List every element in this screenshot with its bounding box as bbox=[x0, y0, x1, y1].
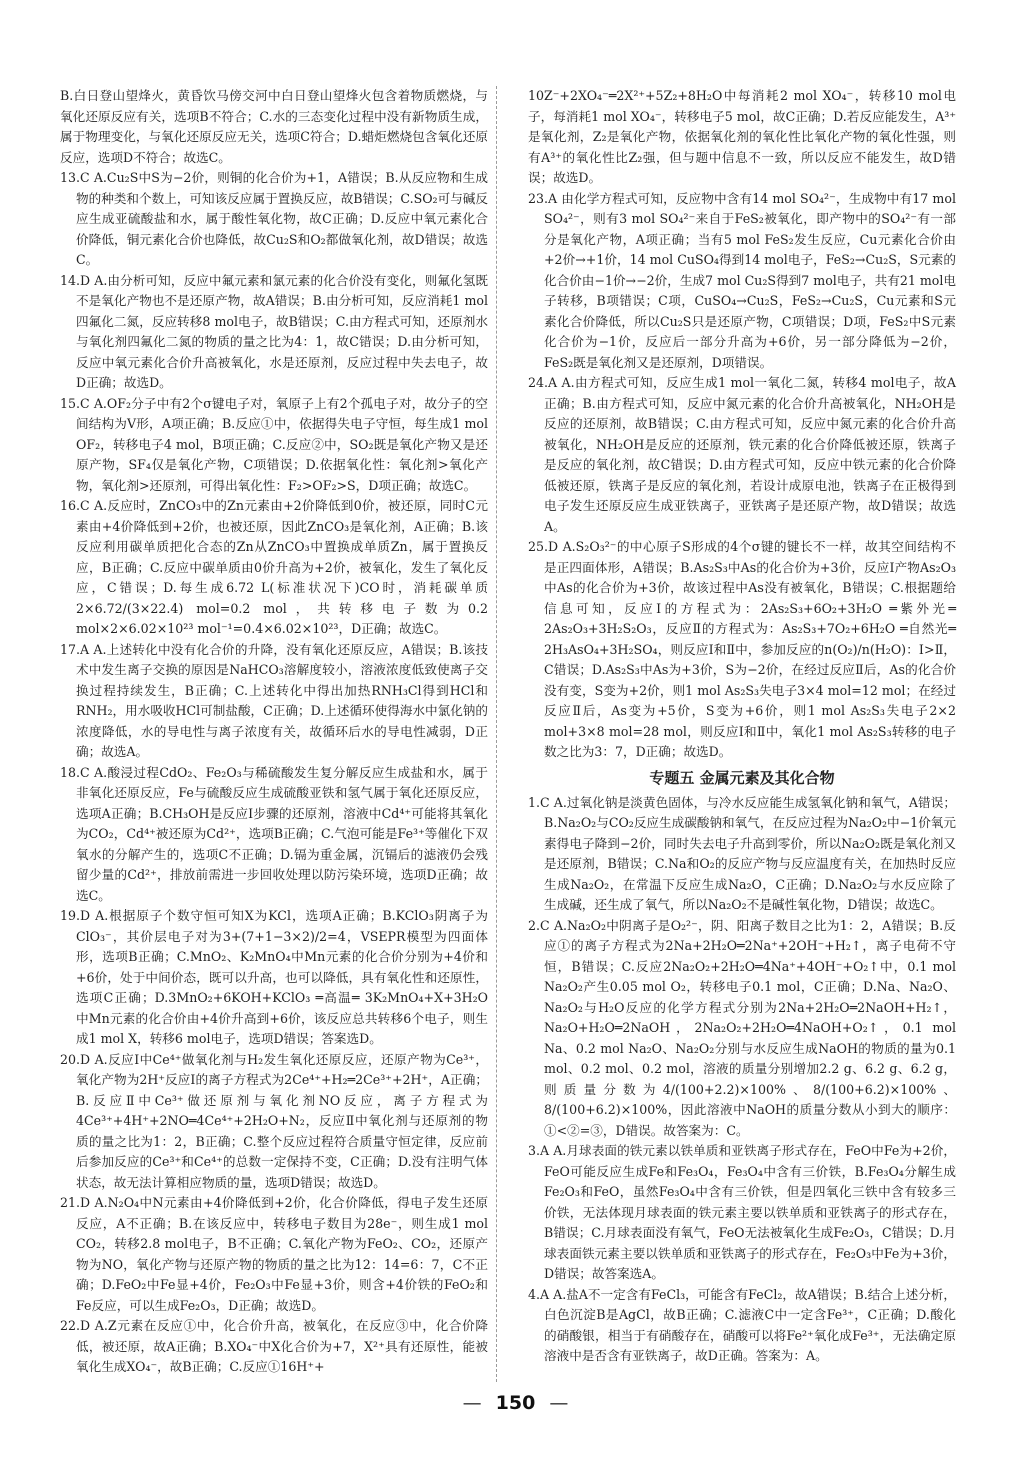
right-paragraph: 4.A A.盐A不一定含有FeCl₃，可能含有FeCl₂，故A错误；B.结合上述分析，白色沉淀B是AgCl，故B正确；C.滤液C中一定含Fe³⁺，C正确；D.酸化的硝酸银，相当于有硝酸存在，硝酸可以将Fe²⁺氧化成Fe³⁺，无法确定原溶液中是否含有亚铁离子，故D正确。答案为：A。 bbox=[528, 1286, 956, 1363]
right-column bbox=[528, 86, 956, 1367]
right-paragraph: 3.A A.月球表面的铁元素以铁单质和亚铁离子形式存在，FeO中Fe为+2价，FeO可能反应生成Fe和Fe₃O₄，Fe₃O₄中含有三价铁，B.Fe₃O₄分解生成Fe₂O₃和FeO，虽然Fe₃O₄中含有三价铁，但是四氧化三铁中含有较多三价铁，无法体现月球表面的铁元素主要以铁单质和亚铁离子的形式存在，B错误；C.月球表面没有氧气，FeO无法被氧化生成Fe₂O₃，C错误；D.月球表面铁元素主要以铁单质和亚铁离子的形式存在，Fe₂O₃中Fe为+3价，D错误；故答案选A。 bbox=[528, 1143, 956, 1281]
left-paragraph: 22.D A.Z元素在反应①中，化合价升高，被氧化，在反应③中，化合价降低，被还原，故A正确；B.XO₄⁻中X化合价为+7，X²⁺具有还原性，能被氧化生成XO₄⁻，故B正确；C.反应①16H⁺+ bbox=[60, 1318, 488, 1374]
left-paragraph: 13.C A.Cu₂S中S为−2价，则铜的化合价为+1，A错误；B.从反应物和生成物的种类和个数上，可知该反应属于置换反应，故B错误；C.SO₂可与碱反应生成亚硫酸盐和水，属于酸性氧化物，故C正确；D.反应中氧元素化合价降低，铜元素化合价也降低，故Cu₂S和O₂都做氧化剂，故D错误；故选C。 bbox=[60, 170, 488, 267]
left-paragraph: 19.D A.根据原子个数守恒可知X为KCl，选项A正确；B.KClO₃阴离子为ClO₃⁻，其价层电子对为3+(7+1−3×2)/2=4，VSEPR模型为四面体形，选项B正确；C.MnO₂、K₂MnO₄中Mn元素的化合价分别为+4价和+6价，处于中间价态，既可以升高，也可以降低，具有氧化性和还原性，选项C正确；D.3MnO₂+6KOH+KClO₃ ═高温═ 3K₂MnO₄+X+3H₂O中Mn元素的化合价由+4价升高到+6价，该反应总共转移6个电子，则生成1 mol X，转移6 mol电子，选项D错误；答案选D。 bbox=[60, 908, 488, 1046]
right-paragraph: 23.A 由化学方程式可知，反应物中含有14 mol SO₄²⁻，生成物中有17 mol SO₄²⁻，则有3 mol SO₄²⁻来自于FeS₂被氧化，即产物中的SO₄²⁻有一部分是氧化产物，A项正确；当有5 mol FeS₂发生反应，Cu元素化合价由+2价→+1价，14 mol CuSO₄得到14 mol电子，FeS₂→Cu₂S，S元素的化合价由−1价→−2价，生成7 mol Cu₂S得到7 mol电子，共有21 mol电子转移，B项错误；C项，CuSO₄→Cu₂S，FeS₂→Cu₂S，Cu元素和S元素化合价降低，所以Cu₂S只是还原产物，C项错误；D项，FeS₂中S元素化合价为−1价，反应后一部分升高为+6价，另一部分降低为−2价，FeS₂既是氧化剂又是还原剂，D项错误。 bbox=[528, 190, 956, 370]
left-paragraph: 17.A A.上述转化中没有化合价的升降，没有氧化还原反应，A错误；B.该技术中发生离子交换的原因是NaHCO₃溶解度较小，溶液浓度低致使离子交换过程持续发生，B正确；C.上述转化中得出加热RNH₃Cl得到HCl和RNH₂，用水吸收HCl可制盐酸，C正确；D.上述循环使得海水中氯化钠的浓度降低，水的导电性与离子浓度有关，故循环后水的导电性减弱，D正确；故选A。 bbox=[60, 641, 488, 759]
left-paragraph: 21.D A.N₂O₄中N元素由+4价降低到+2价，化合价降低，得电子发生还原反应，A不正确；B.在该反应中，转移电子数目为28e⁻，则生成1 mol CO₂，转移2.8 mol电子，B不正确；C.氧化产物为FeO₂、CO₂，还原产物为NO，氧化产物与还原产物的物质的量之比为12：14=6：7，C不正确；D.FeO₂中Fe显+4价，Fe₂O₃中Fe显+3价，则含+4价铁的FeO₂和Fe反应，可以生成Fe₂O₃，D正确；故选D。 bbox=[60, 1195, 488, 1313]
right-paragraph: 25.D A.S₂O₃²⁻的中心原子S形成的4个σ键的键长不一样，故其空间结构不是正四面体形，A错误；B.As₂S₃中As的化合价为+3价，反应Ⅰ产物As₂O₃中As的化合价为+3价，故该过程中As没有被氧化，B错误；C.根据题给信息可知，反应Ⅰ的方程式为：2As₂S₃+6O₂+3H₂O ═紫外光═ 2As₂O₃+3H₂S₂O₃，反应Ⅱ的方程式为：As₂S₃+7O₂+6H₂O ═自然光═ 2H₃AsO₄+3H₂SO₄，则反应Ⅰ和Ⅱ中，参加反应的n(O₂)/n(H₂O)：Ⅰ>Ⅱ，C错误；D.As₂S₃中As为+3价，S为−2价，在经过反应Ⅱ后，As的化合价没有变，S变为+2价，则1 mol As₂S₃失电子3×4 mol=12 mol；在经过反应Ⅱ后，As变为+5价，S变为+6价，则1 mol As₂S₃失电子2×2 mol+3×8 mol=28 mol，则反应Ⅰ和Ⅱ中，氧化1 mol As₂S₃转移的电子数之比为3：7，D正确；故选D。 bbox=[528, 539, 956, 759]
left-paragraph: 15.C A.OF₂分子中有2个σ键电子对，氧原子上有2个孤电子对，故分子的空间结构为V形，A项正确；B.反应①中，依据得失电子守恒，每生成1 mol OF₂，转移电子4 mol，B项正确；C.反应②中，SO₂既是氧化产物又是还原产物，SF₄仅是氧化产物，C项错误；D.依据氧化性：氧化剂>氧化产物，氧化剂>还原剂，可得出氧化性：F₂>OF₂>S，D项正确；故选C。 bbox=[60, 395, 488, 493]
page-number-text: 150 bbox=[495, 1392, 536, 1414]
right-paragraph: 24.A A.由方程式可知，反应生成1 mol一氧化二氮，转移4 mol电子，故A正确；B.由方程式可知，反应中氮元素的化合价升高被氧化，NH₂OH是反应的还原剂，故B错误；C.由方程式可知，反应中氮元素的化合价升高被氧化，NH₂OH是反应的还原剂，铁元素的化合价降低被还原，铁离子是反应的氧化剂，故C错误；D.由方程式可知，反应中铁元素的化合价降低被还原，铁离子是反应的氧化剂，若设计成原电池，铁离子在正极得到电子发生还原反应生成亚铁离子，亚铁离子是还原产物，故D错误；故选A。 bbox=[528, 375, 956, 534]
page-number: — 150 — bbox=[462, 1392, 569, 1414]
column-divider bbox=[496, 86, 497, 1382]
section-title: 专题五 金属元素及其化合物 bbox=[649, 768, 835, 787]
right-paragraph: 1.C A.过氧化钠是淡黄色固体，与冷水反应能生成氢氧化钠和氧气，A错误；B.Na₂O₂与CO₂反应生成碳酸钠和氧气，在反应过程为Na₂O₂中−1价氧元素得电子降到−2价，同时失去电子升高到零价，所以Na₂O₂既是氧化剂又是还原剂，B错误；C.Na和O₂的反应产物与反应温度有关，在加热时反应生成Na₂O₂，在常温下反应生成Na₂O，C正确；D.Na₂O₂与水反应除了生成碱，还生成了氧气，所以Na₂O₂不是碱性氧化物，D错误；故选C。 bbox=[528, 794, 956, 912]
left-paragraph: 20.D A.反应Ⅰ中Ce⁴⁺做氧化剂与H₂发生氧化还原反应，还原产物为Ce³⁺，氧化产物为2H⁺反应Ⅰ的离子方程式为2Ce⁴⁺+H₂═2Ce³⁺+2H⁺，A正确；B.反应Ⅱ中Ce³⁺做还原剂与氧化剂NO反应，离子方程式为4Ce³⁺+4H⁺+2NO═4Ce⁴⁺+2H₂O+N₂，反应Ⅱ中氧化剂与还原剂的物质的量之比为1：2，B正确；C.整个反应过程符合质量守恒定律，反应前后参加反应的Ce³⁺和Ce⁴⁺的总数一定保持不变，C正确；D.没有注明气体状态，故无法计算相应物质的量，选项D错误；故选D。 bbox=[60, 1051, 488, 1190]
right-paragraph: 10Z⁻+2XO₄⁻═2X²⁺+5Z₂+8H₂O中每消耗2 mol XO₄⁻，转移10 mol电子，每消耗1 mol XO₄⁻，转移电子5 mol，故C正确；D.若反应能发生，A³⁺是氧化剂，Z₂是氧化产物，依据氧化剂的氧化性比氧化产物的氧化性强，则有A³⁺的氧化性比Z₂强，但与题中信息不一致，所以反应不能发生，故D错误；故选D。 bbox=[528, 88, 956, 185]
left-paragraph: B.白日登山望烽火，黄昏饮马傍交河中白日登山望烽火包含着物质燃烧，与氧化还原反应有关，选项B不符合；C.水的三态变化过程中没有新物质生成，属于物理变化，与氧化还原反应无关，选项C符合；D.蜡炬燃烧包含氧化还原反应，选项D不符合；故选C。 bbox=[60, 88, 488, 165]
right-paragraph: 2.C A.Na₂O₂中阴离子是O₂²⁻，阴、阳离子数目之比为1：2，A错误；B.反应①的离子方程式为2Na+2H₂O═2Na⁺+2OH⁻+H₂↑，离子电荷不守恒，B错误；C.反应2Na₂O₂+2H₂O═4Na⁺+4OH⁻+O₂↑中，0.1 mol Na₂O₂产生0.05 mol O₂，转移电子0.1 mol，C正确；D.Na、Na₂O、Na₂O₂与H₂O反应的化学方程式分别为2Na+2H₂O═2NaOH+H₂↑，Na₂O+H₂O═2NaOH，2Na₂O₂+2H₂O═4NaOH+O₂↑，0.1 mol Na、0.2 mol Na₂O、Na₂O₂分别与水反应生成NaOH的物质的量为0.1 mol、0.2 mol、0.2 mol，溶液的质量分别增加2.2 g、6.2 g、6.2 g，则质量分数为4/(100+2.2)×100%、8/(100+6.2)×100%、8/(100+6.2)×100%，因此溶液中NaOH的质量分数从小到大的顺序：①<②=③，D错误。故答案为：C。 bbox=[528, 917, 956, 1138]
left-paragraph: 18.C A.酸浸过程CdO₂、Fe₂O₃与稀硫酸发生复分解反应生成盐和水，属于非氧化还原反应，Fe与硫酸反应生成硫酸亚铁和氢气属于氧化还原反应，选项A正确；B.CH₃OH是反应Ⅰ步骤的还原剂，溶液中Cd⁴⁺可能将其氧化为CO₂，Cd⁴⁺被还原为Cd²⁺，选项B正确；C.气泡可能是Fe³⁺等催化下双氧水的分解产生的，选项C不正确；D.镉为重金属，沉镉后的滤液仍会残留少量的Cd²⁺，排放前需进一步回收处理以防污染环境，选项D正确；故选C。 bbox=[60, 764, 488, 903]
left-paragraph: 16.C A.反应时，ZnCO₃中的Zn元素由+2价降低到0价，被还原，同时C元素由+4价降低到+2价，也被还原，因此ZnCO₃是氧化剂，A正确；B.该反应利用碳单质把化合态的Zn从ZnCO₃中置换成单质Zn，属于置换反应，B正确；C.反应中碳单质由0价升高为+2价，被氧化，发生了氧化反应，C错误；D.每生成6.72 L(标准状况下)CO时，消耗碳单质2×6.72/(3×22.4) mol=0.2 mol，共转移电子数为0.2 mol×2×6.02×10²³ mol⁻¹=0.4×6.02×10²³，D正确；故选C。 bbox=[60, 498, 488, 636]
left-column bbox=[60, 86, 488, 1378]
left-paragraph: 14.D A.由分析可知，反应中氟元素和氯元素的化合价没有变化，则氟化氢既不是氧化产物也不是还原产物，故A错误；B.由分析可知，反应消耗1 mol四氟化二氮，反应转移8 mol电子，故B错误；C.由方程式可知，还原剂水与氧化剂四氟化二氮的物质的量之比为4：1，故C错误；D.由分析可知，反应中氧元素化合价升高被氧化，水是还原剂，反应过程中失去电子，故D正确；故选D。 bbox=[60, 272, 488, 390]
